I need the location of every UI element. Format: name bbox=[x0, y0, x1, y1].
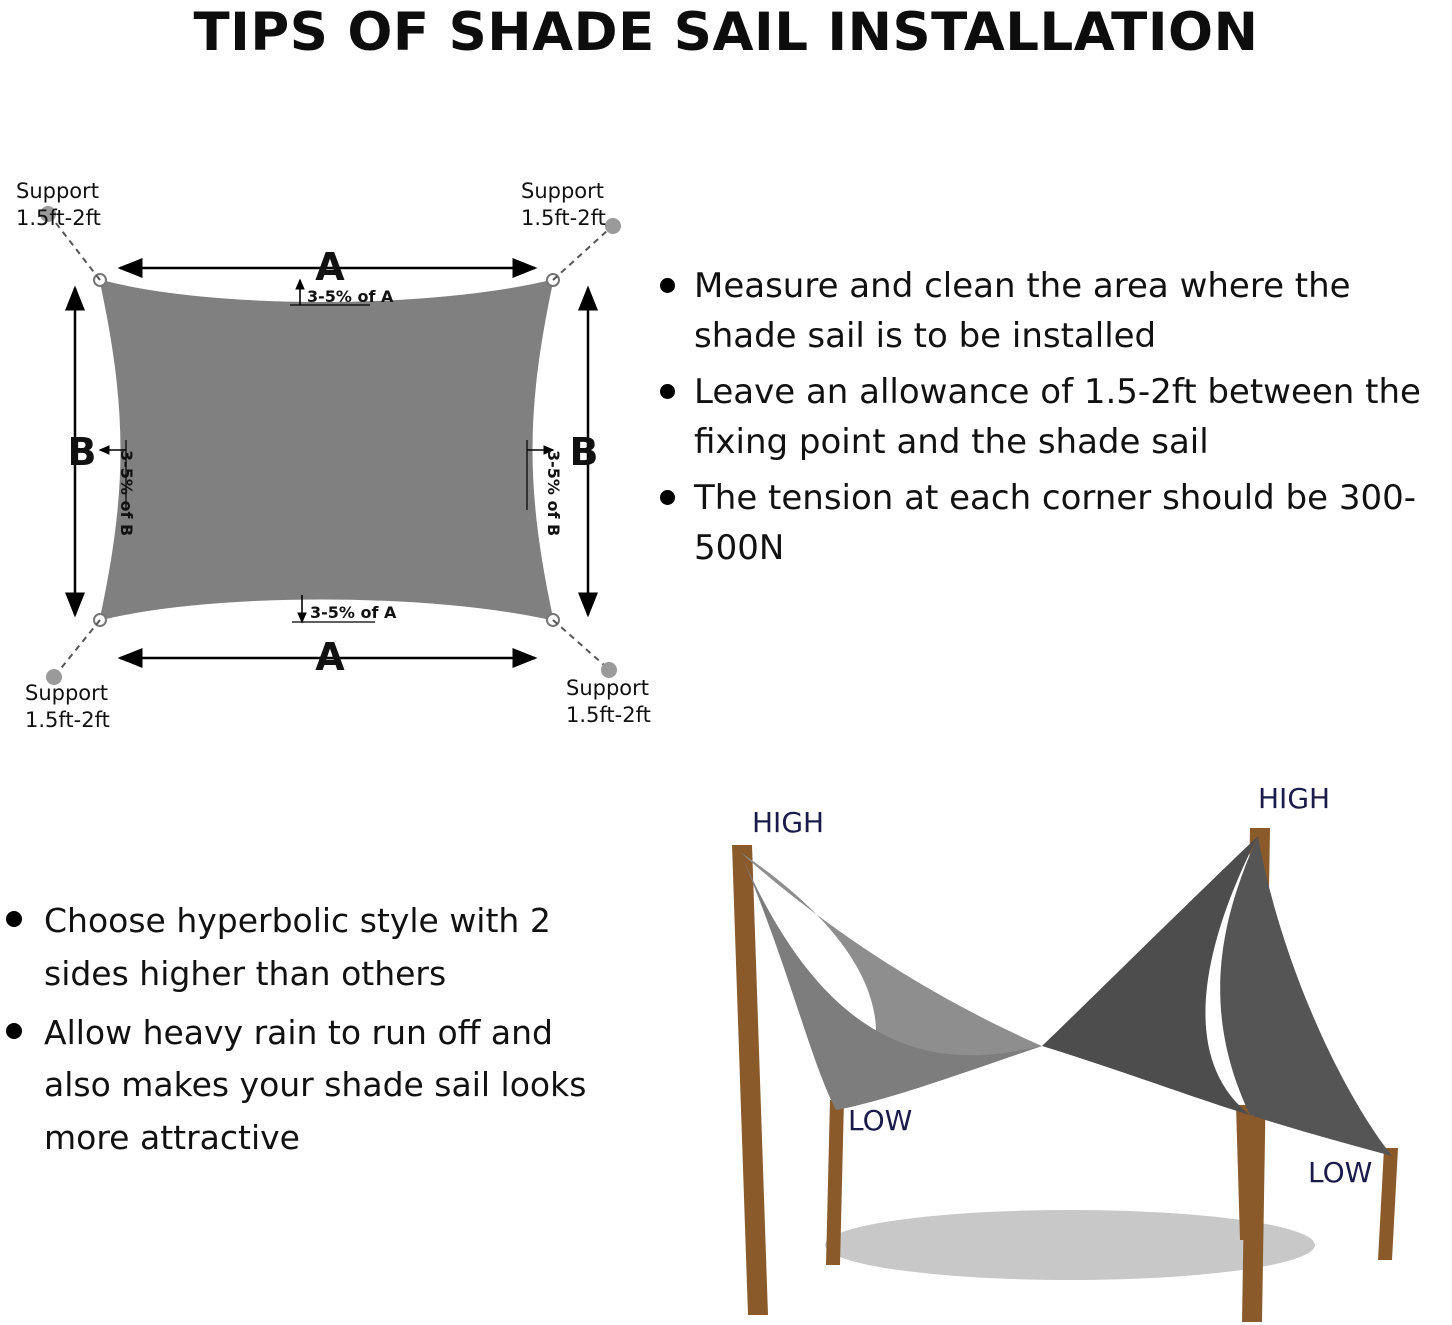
tips-list-bottom bbox=[0, 895, 625, 1171]
support-label-bottom-left-line1: Support bbox=[25, 681, 109, 705]
rectangular-sail-diagram bbox=[0, 160, 660, 740]
bullet-dot-icon bbox=[660, 490, 675, 505]
list-item-text: Measure and clean the area where the shade sail is to be installed bbox=[694, 266, 1351, 356]
label-high-left: HIGH bbox=[752, 806, 825, 839]
hyperbolic-sail-diagram bbox=[640, 770, 1452, 1325]
label-curve-bottom: 3-5% of A bbox=[310, 603, 397, 622]
label-b-right: B bbox=[569, 430, 599, 474]
list-item-text: Allow heavy rain to run off and also makes your shade sail looks more attractive bbox=[44, 1012, 587, 1158]
sail-shape bbox=[100, 280, 553, 620]
support-label-bottom-left-line2: 1.5ft-2ft bbox=[25, 708, 110, 732]
label-curve-right: 3-5% of B bbox=[544, 450, 563, 537]
fixing-point-top-right bbox=[605, 218, 621, 234]
label-b-left: B bbox=[67, 430, 97, 474]
list-item bbox=[648, 474, 1452, 574]
label-low-right: LOW bbox=[1308, 1156, 1373, 1189]
list-item bbox=[648, 262, 1452, 362]
label-a-top: A bbox=[315, 245, 345, 289]
bullet-dot-icon bbox=[660, 384, 675, 399]
label-high-right: HIGH bbox=[1258, 782, 1331, 815]
support-label-bottom-right-line2: 1.5ft-2ft bbox=[566, 703, 651, 727]
support-line-top-right bbox=[553, 230, 608, 280]
support-label-top-right-line1: Support bbox=[521, 179, 605, 203]
support-label-bottom-right-line1: Support bbox=[566, 676, 650, 700]
page-title: TIPS OF SHADE SAIL INSTALLATION bbox=[193, 2, 1259, 63]
bullet-dot-icon bbox=[6, 911, 22, 927]
pole-low-far-right bbox=[1378, 1148, 1398, 1260]
label-low-left: LOW bbox=[848, 1104, 913, 1137]
list-item bbox=[0, 1007, 625, 1165]
list-item-text: Choose hyperbolic style with 2 sides higher than others bbox=[44, 901, 551, 993]
tips-list-top bbox=[648, 262, 1452, 580]
support-line-bottom-right bbox=[553, 620, 604, 665]
list-item bbox=[648, 368, 1452, 468]
label-curve-top: 3-5% of A bbox=[307, 287, 394, 306]
label-a-bottom: A bbox=[315, 635, 345, 679]
support-label-top-right-line2: 1.5ft-2ft bbox=[521, 206, 606, 230]
list-item-text: The tension at each corner should be 300-500N bbox=[694, 477, 1416, 568]
pole-high-left bbox=[732, 845, 768, 1315]
support-label-top-left-line1: Support bbox=[16, 179, 100, 203]
label-curve-left: 3-5% of B bbox=[117, 450, 136, 537]
bullet-dot-icon bbox=[660, 278, 675, 293]
list-item-text: Leave an allowance of 1.5-2ft between the fixing point and the shade sail bbox=[694, 371, 1421, 462]
bullet-dot-icon bbox=[6, 1023, 22, 1039]
list-item bbox=[0, 895, 625, 1001]
support-line-bottom-left bbox=[58, 620, 100, 672]
support-label-top-left-line2: 1.5ft-2ft bbox=[16, 206, 101, 230]
